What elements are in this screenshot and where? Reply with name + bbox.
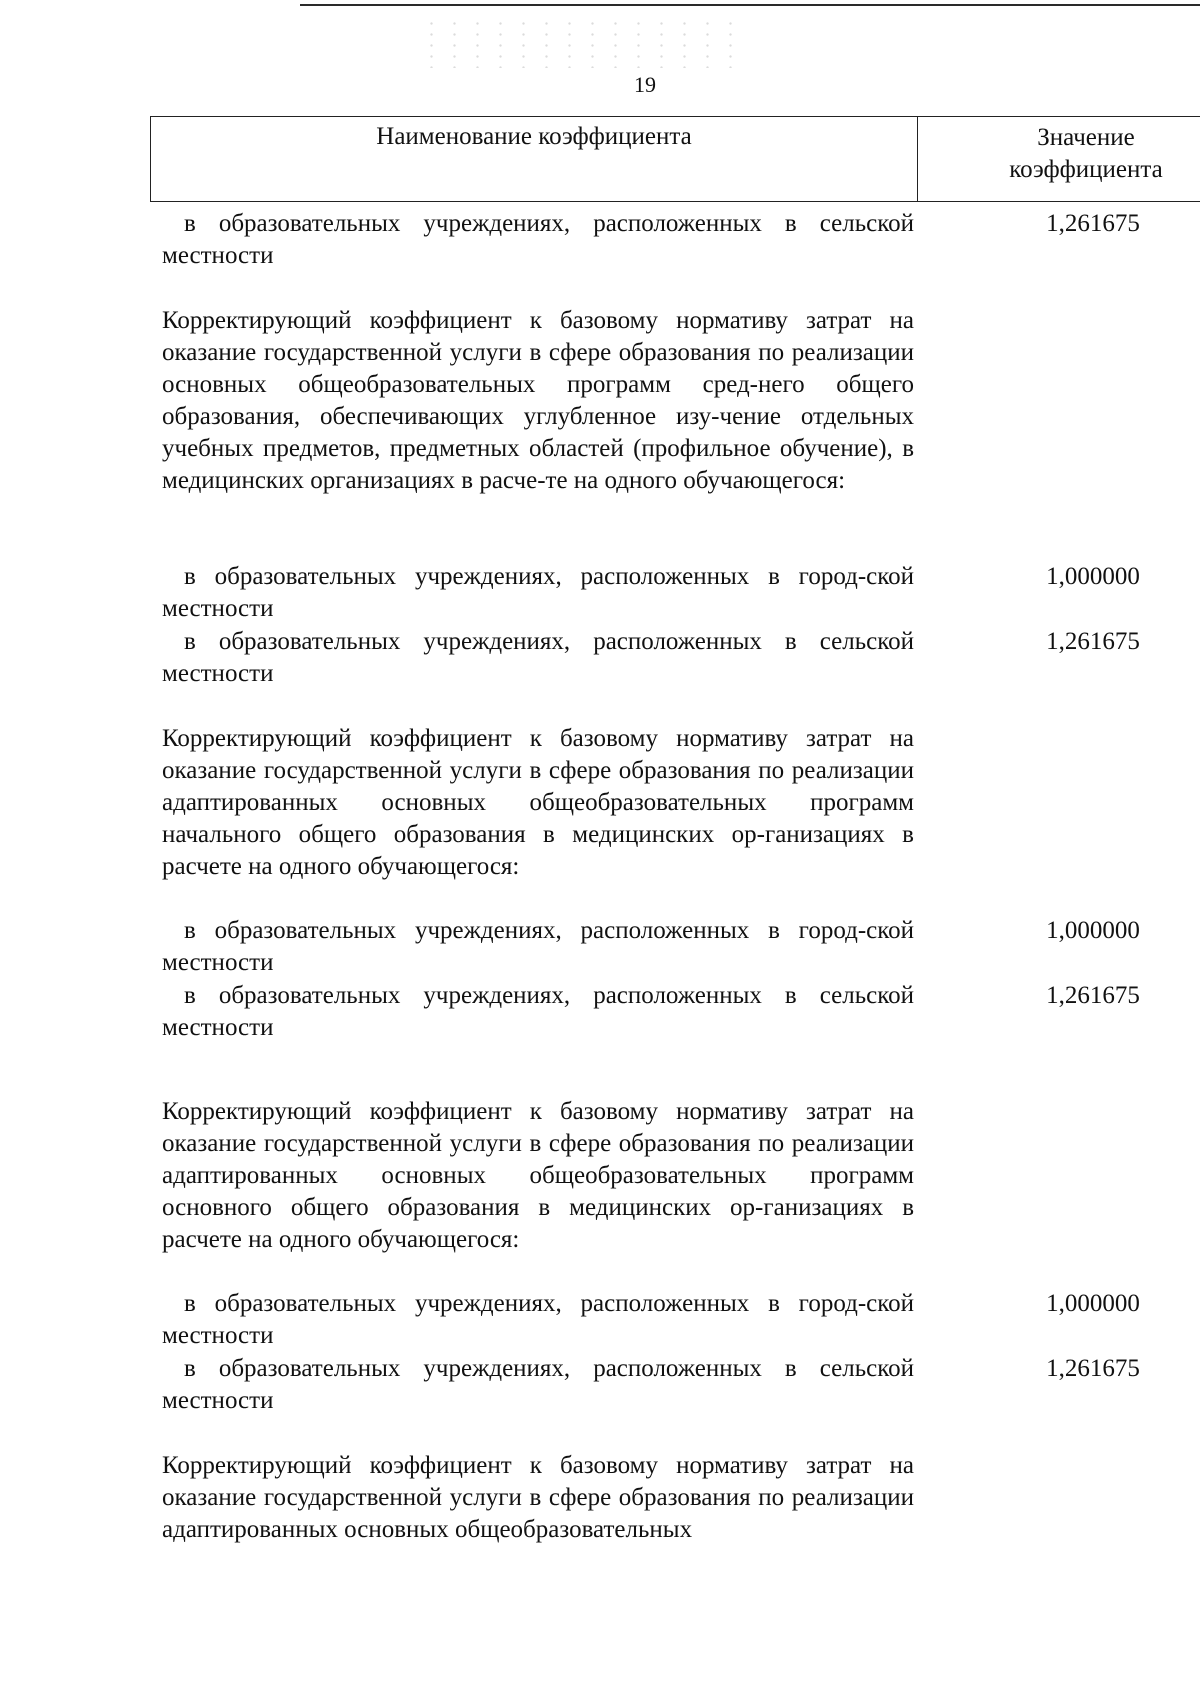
section-heading: Корректирующий коэффициент к базовому нормативу затрат на оказание государственной услуги в сфере образования по реализации адаптированных основных общеобразовательных программ начального общего образования в медицинских ор-ганизациях в расчете на одного обучающегося: [162,725,914,880]
row-value: 1,000000 [1046,917,1140,944]
table-row [162,1288,1200,1352]
row-value: 1,000000 [1046,1290,1140,1317]
table-row [162,1353,1200,1417]
row-value: 1,261675 [1046,982,1140,1009]
row-text: в образовательных учреждениях, расположенных в город-ской местности [162,563,914,622]
row-text: в образовательных учреждениях, расположенных в сельской местности [162,628,914,687]
table-row [162,626,1200,690]
table-header [150,116,1200,202]
header-value-column [918,117,1200,201]
section-heading: Корректирующий коэффициент к базовому нормативу затрат на оказание государственной услуги в сфере образования по реализации основных общеобразовательных программ сред-него общего образования, обеспечивающих углубленное изу-чение отдельных учебных предметов, предметных областей (профильное обучение), в медицинских организациях в расче-те на одного обучающегося: [162,307,914,494]
header-value-line2: коэффициента [1009,156,1163,183]
row-value: 1,261675 [1046,1355,1140,1382]
row-text: в образовательных учреждениях, расположенных в сельской местности [162,210,914,269]
page-number: 19 [634,72,656,97]
section-heading: Корректирующий коэффициент к базовому нормативу затрат на оказание государственной услуги в сфере образования по реализации адаптированных основных общеобразовательных [162,1452,914,1543]
row-value: 1,000000 [1046,563,1140,590]
row-value: 1,261675 [1046,628,1140,655]
table-row [162,208,1200,272]
section-heading: Корректирующий коэффициент к базовому нормативу затрат на оказание государственной услуги в сфере образования по реализации адаптированных основных общеобразовательных программ основного общего образования в медицинских ор-ганизациях в расчете на одного обучающегося: [162,1098,914,1253]
table-row [162,980,1200,1044]
row-text: в образовательных учреждениях, расположенных в сельской местности [162,982,914,1041]
top-rule [0,0,1200,6]
header-name-column: Наименование коэффициента [151,117,918,201]
table-row [162,915,1200,979]
table-row [162,561,1200,625]
row-text: в образовательных учреждениях, расположенных в город-ской местности [162,917,914,976]
row-text: в образовательных учреждениях, расположенных в сельской местности [162,1355,914,1414]
header-value-line1: Значение [1037,124,1135,151]
scan-noise [420,18,740,68]
row-text: в образовательных учреждениях, расположенных в город-ской местности [162,1290,914,1349]
row-value: 1,261675 [1046,210,1140,237]
